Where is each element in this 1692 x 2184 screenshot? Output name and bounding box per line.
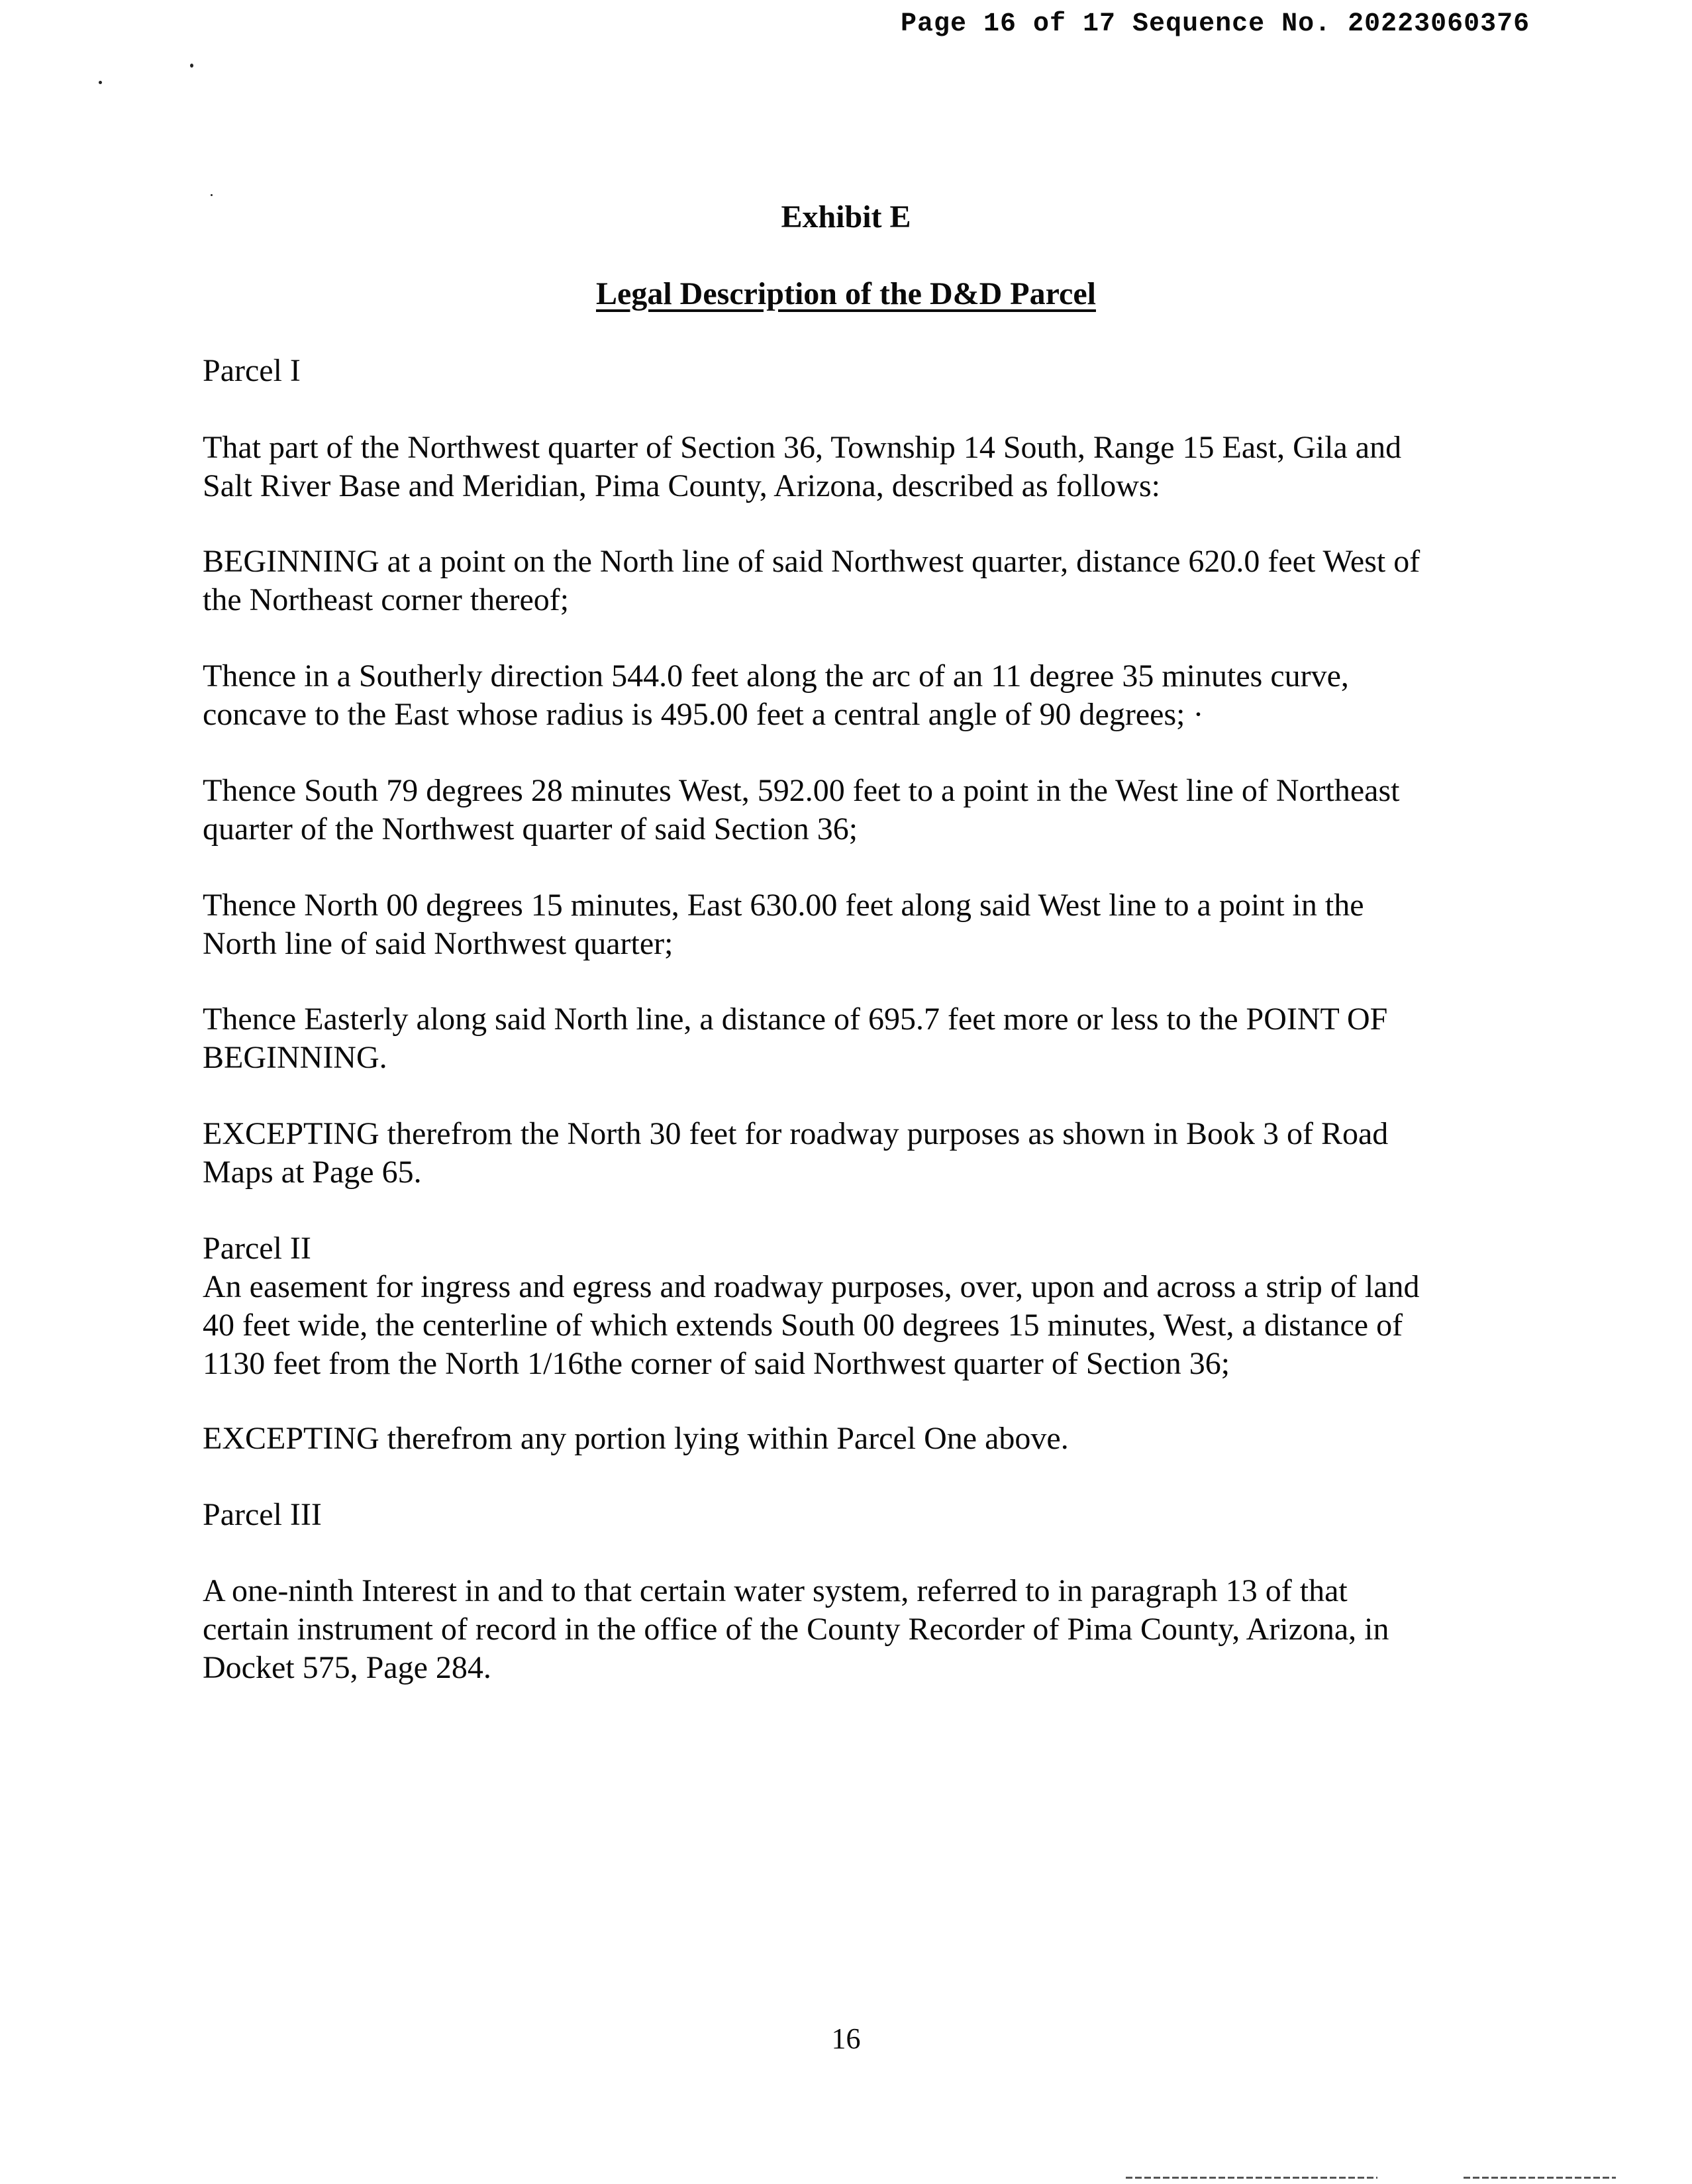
parcel-1-intro: That part of the Northwest quarter of Section 36, Township 14 South, Range 15 East, Gila and Salt River Base and Meridian, Pima County, Arizona, described as follows: — [203, 430, 1402, 503]
exhibit-title: Exhibit E — [781, 199, 911, 234]
exhibit-subtitle: Legal Description of the D&D Parcel — [596, 276, 1096, 311]
scan-edge-mark — [1464, 2177, 1616, 2179]
scan-speck — [99, 81, 102, 84]
recording-stamp: Page 16 of 17 Sequence No. 20223060376 — [901, 9, 1530, 39]
scan-speck — [190, 64, 193, 68]
parcel-2-section: Parcel II An easement for ingress and egress and roadway purposes, over, upon and across a strip of land 40 feet wide, the centerline of which extends South 00 degrees 15 minutes, West, a distance of 1130 feet from the North 1/16the corner of said Northwest quarter of Section 36; — [203, 1229, 1527, 1383]
parcel-1-course-2: Thence South 79 degrees 28 minutes West, 592.00 feet to a point in the West line of Northeast quarter of the Northwest quarter of said Section 36; — [203, 773, 1400, 847]
scan-edge-mark — [1126, 2177, 1377, 2179]
scan-speck — [211, 194, 213, 196]
parcel-1-course-3: Thence North 00 degrees 15 minutes, East 630.00 feet along said West line to a point in the North line of said Northwest quarter; — [203, 888, 1364, 961]
page-number: 16 — [831, 2022, 861, 2055]
parcel-3-body: A one-ninth Interest in and to that certain water system, referred to in paragraph 13 of that certain instrument of record in the office of the County Recorder of Pima County, Arizona, in Docket 575, Page 284. — [203, 1573, 1389, 1685]
parcel-3-heading: Parcel III — [203, 1497, 322, 1532]
parcel-1-heading: Parcel I — [203, 353, 301, 388]
parcel-1-course-1: Thence in a Southerly direction 544.0 feet along the arc of an 11 degree 35 minutes curve, concave to the East whose radius is 495.00 feet a central angle of 90 degrees; · — [203, 658, 1349, 732]
parcel-1-excepting: EXCEPTING therefrom the North 30 feet for roadway purposes as shown in Book 3 of Road Maps at Page 65. — [203, 1116, 1389, 1190]
parcel-2-excepting: EXCEPTING therefrom any portion lying within Parcel One above. — [203, 1421, 1069, 1456]
parcel-2-heading: Parcel II — [203, 1231, 311, 1266]
parcel-1-course-4: Thence Easterly along said North line, a distance of 695.7 feet more or less to the POINT OF BEGINNING. — [203, 1002, 1388, 1075]
parcel-1-beginning: BEGINNING at a point on the North line of said Northwest quarter, distance 620.0 feet West of the Northeast corner thereof; — [203, 544, 1420, 617]
